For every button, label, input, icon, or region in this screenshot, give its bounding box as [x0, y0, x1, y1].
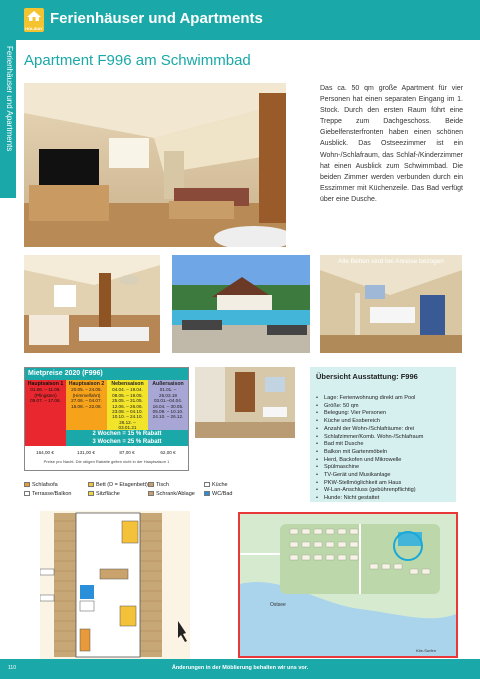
equipment-list — [316, 395, 450, 503]
legend-label: Bett (D = Etagenbett) — [96, 482, 148, 488]
photo-caption: Alle Betten sind bei Anreise bezogen — [338, 258, 444, 265]
price-table-title: Mietpreise 2020 (F996) — [25, 368, 188, 380]
equipment-title: Übersicht Ausstattung: F996 — [316, 372, 418, 381]
side-tab-label: Ferienhäuser und Apartments — [5, 46, 14, 152]
season-dates: 15.08. – 22.08. — [71, 403, 102, 409]
site-map — [238, 512, 458, 658]
section-title: Ferienhäuser und Apartments — [50, 10, 263, 27]
season-name: Nebensaison — [111, 381, 144, 387]
page-footer — [0, 659, 480, 679]
equipment-item: • TV-Gerät und Musikanlage — [316, 472, 450, 480]
map-label: Kite-Surfen — [416, 648, 437, 653]
season-dates: 03.01.21 — [118, 425, 137, 431]
photo-pool — [172, 255, 310, 353]
discount-banner — [66, 430, 188, 446]
legend-label: Sitzfläche — [96, 491, 120, 497]
season-dates: 26.12. – — [119, 419, 136, 425]
season-name: Hauptsaison 1 — [27, 381, 64, 387]
page-title: Apartment F996 am Schwimmbad — [24, 52, 251, 69]
equipment-item: • Anzahl der Wohn-/Schlafräume: drei — [316, 426, 450, 434]
house-icon — [26, 10, 42, 22]
equipment-item: • Schlafzimmer/Komb. Wohn-/Schlafraum — [316, 434, 450, 442]
season-dates: 24.10. – 26.12. — [152, 414, 184, 420]
equipment-item: • Küche und Essbereich — [316, 418, 450, 426]
map-label: Ostsee — [270, 602, 286, 608]
photo-living-room — [24, 83, 286, 247]
legend-item — [148, 482, 169, 488]
season-dates: 05.07. – 17.08. — [30, 398, 61, 404]
season-dates: 01.06. – 11.06. — [30, 387, 61, 393]
equipment-item: • Balkon mit Gartenmöbeln — [316, 449, 450, 457]
season-name: Hauptsaison 2 — [68, 381, 105, 387]
legend-item — [204, 491, 232, 497]
page-header — [0, 0, 480, 40]
season-dates: 08.05. – 19.05. — [112, 392, 143, 398]
price-value: 87,00 € — [119, 450, 135, 455]
season-dates: 26.03.19 — [159, 392, 177, 398]
season-name: Außersaison — [152, 381, 184, 387]
season-dates: 20.05. – 24.05. — [71, 387, 102, 393]
page-number: 110 — [8, 665, 16, 671]
season-dates: 23.08. – 04.10. — [112, 409, 143, 415]
legend-item — [148, 491, 195, 497]
legend-label: WC/Bad — [212, 491, 233, 497]
season-dates: 03.01.–04.04. — [153, 398, 183, 404]
equipment-item: • Herd, Backofen und Mikrowelle — [316, 457, 450, 465]
footer-note: Änderungen in der Möblierung behalten wir uns vor. — [171, 665, 309, 671]
legend-item — [88, 482, 148, 488]
season-dates: 10.10. – 24.10. — [112, 414, 143, 420]
equipment-item: • Belegung: Vier Personen — [316, 410, 450, 418]
legend-swatch — [24, 482, 30, 487]
season-dates: 16.04. – 30.05. — [152, 403, 184, 409]
season-neben — [107, 380, 148, 430]
season-dates: 04.04. – 19.04. — [112, 387, 143, 393]
price-value: 62,00 € — [160, 450, 176, 455]
equipment-overview — [310, 367, 456, 502]
photo-bedroom — [320, 255, 462, 353]
legend-swatch — [88, 482, 94, 487]
legend-label: Schlafsofa — [32, 482, 58, 488]
season-ausser — [148, 380, 188, 430]
price-row — [25, 448, 188, 457]
season-dates: (Himmelfahrt) — [72, 392, 101, 398]
season-dates: 05.09. – 10.10. — [152, 409, 184, 415]
legend-label: Schrank/Ablage — [156, 491, 195, 497]
discount-line: 3 Wochen = 25 % Rabatt — [92, 438, 162, 445]
price-value: 164,00 € — [36, 450, 54, 455]
floorplan-legend — [24, 482, 244, 500]
legend-item — [24, 482, 58, 488]
photo-kitchen — [24, 255, 160, 353]
legend-item — [88, 491, 120, 497]
equipment-item: • PKW-Stellmöglichkeit am Haus — [316, 480, 450, 488]
season-dates: 25.05. – 31.05. — [112, 398, 143, 404]
price-value: 131,00 € — [77, 450, 95, 455]
photo-bathroom — [195, 367, 295, 438]
price-table — [24, 367, 189, 471]
season-dates: 12.06. – 26.06. — [112, 403, 143, 409]
legend-label: Terrasse/Balkon — [32, 491, 72, 497]
season-dates: 27.06. – 04.07. — [71, 398, 102, 404]
legend-swatch — [204, 491, 210, 496]
legend-swatch — [88, 491, 94, 496]
brand-logo — [24, 8, 44, 32]
legend-swatch — [148, 491, 154, 496]
logo-text: HOLIDAY — [25, 26, 43, 31]
equipment-item: • Hunde: Nicht gestattet — [316, 495, 450, 503]
legend-swatch — [148, 482, 154, 487]
legend-swatch — [204, 482, 210, 487]
legend-item — [24, 491, 71, 497]
legend-swatch — [24, 491, 30, 496]
equipment-item: • W-Lan-Anschluss (gebührenpflichtig) — [316, 487, 450, 495]
price-note: Preise pro Nacht. Die obigen Rabatte gelten nicht in der Hauptsaison 1 — [43, 459, 170, 464]
equipment-item: • Größe: 50 qm — [316, 403, 450, 411]
apartment-description: Das ca. 50 qm große Apartment für vier Personen hat einen separaten Eingang im 1. Stock. Durch den ersten Raum führt eine Treppe zum Dachgeschoss. Beide Giebelfensterfronten haben einen schönen Ausblick. Das Ostseezimmer ist ein Wohn-/Schlafraum, das Schlaf-/Kinderzimmer hat einen Ausblick zum Schwimmbad. Die beiden Zimmer werden verbunden durch ein Esszimmer mit Küchenzeile. Das Bad verfügt über eine Dusche. — [320, 85, 463, 203]
equipment-item: • Lage: Ferienwohnung direkt am Pool — [316, 395, 450, 403]
legend-item — [204, 482, 228, 488]
equipment-item: • Spülmaschine — [316, 464, 450, 472]
legend-label: Küche — [212, 482, 228, 488]
season-dates: 01.01. – — [159, 387, 177, 393]
equipment-item: • Bad mit Dusche — [316, 441, 450, 449]
discount-line: 2 Wochen = 15 % Rabatt — [92, 431, 162, 437]
season-haupt2 — [66, 380, 107, 430]
season-dates: (Pfingsten) — [34, 392, 57, 398]
legend-label: Tisch — [156, 482, 169, 488]
season-haupt1 — [25, 380, 66, 446]
floorplan — [40, 511, 190, 659]
